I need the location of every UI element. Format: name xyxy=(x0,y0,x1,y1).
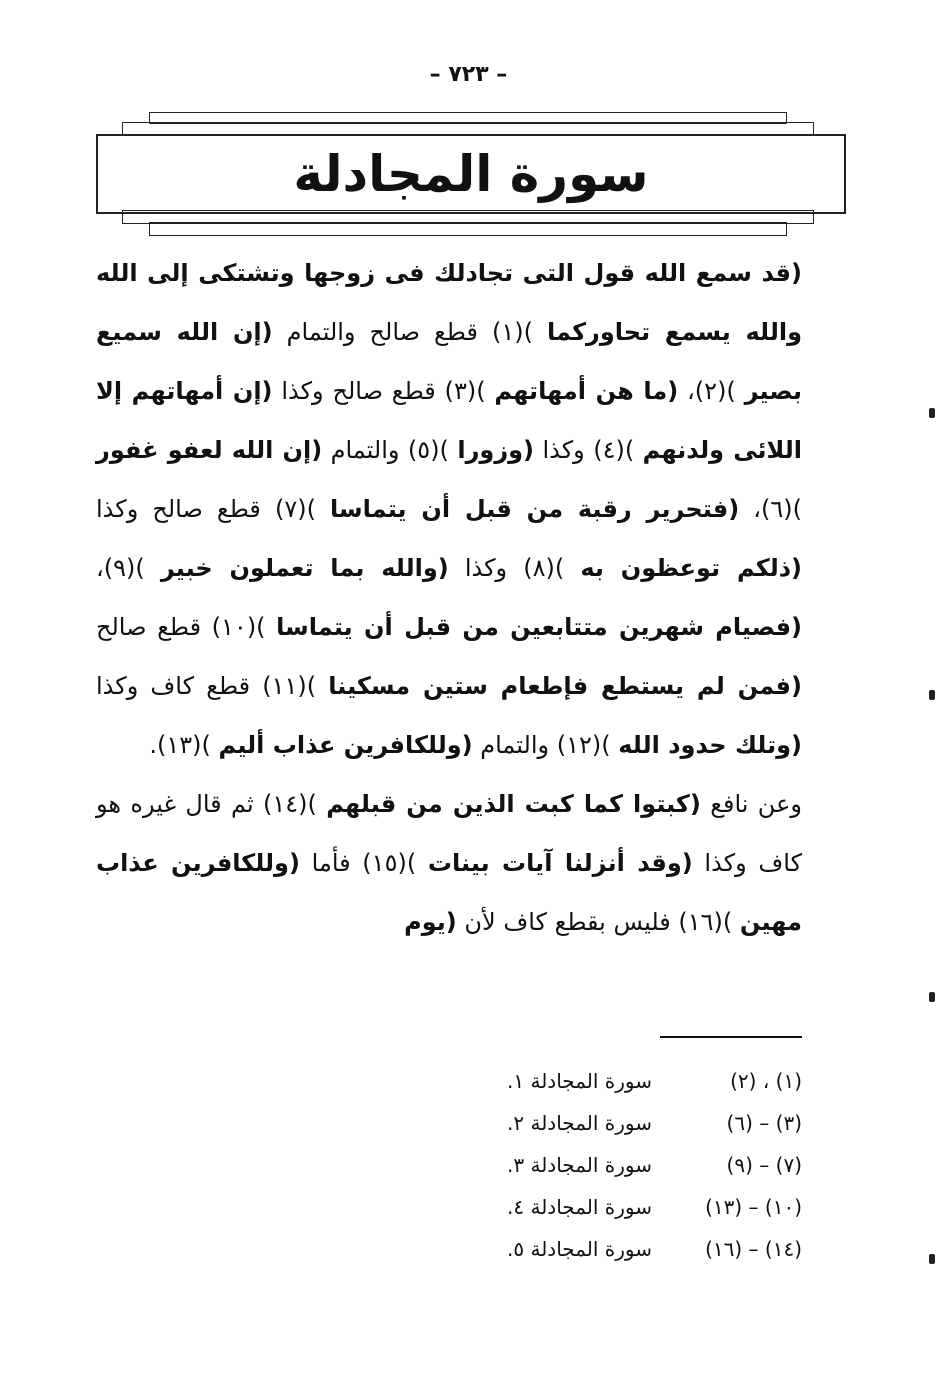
paragraph xyxy=(96,775,802,952)
quran-quote: (وزورا xyxy=(457,436,535,464)
commentary-text: )(١٤) ثم قال غيره هو كاف وكذا xyxy=(96,790,803,877)
quran-quote: (يوم xyxy=(404,908,457,936)
quran-quote: (إن أمهاتهم إلا اللائى ولدنهم xyxy=(96,377,803,464)
footnote-text: سورة المجادلة ٥. xyxy=(507,1237,652,1261)
commentary-text: )(١) قطع صالح والتمام xyxy=(272,318,547,346)
quran-quote: (إن الله سميع بصير xyxy=(96,318,803,405)
commentary-text: )(١٠) قطع صالح xyxy=(96,613,277,641)
quran-quote: (قد سمع الله قول التى تجادلك فى زوجها وتشتكى إلى الله والله يسمع تحاوركما xyxy=(96,259,803,346)
footnote-divider xyxy=(660,1036,802,1038)
margin-mark xyxy=(929,992,935,1002)
quran-quote: (فصيام شهرين متتابعين من قبل أن يتماسا xyxy=(276,613,802,641)
footnote-ref: (١٤) – (١٦) xyxy=(705,1237,802,1261)
footnote-ref: (٣) – (٦) xyxy=(726,1111,802,1135)
footnote-text: سورة المجادلة ٢. xyxy=(507,1111,652,1135)
footnote-text: سورة المجادلة ٣. xyxy=(507,1153,652,1177)
footnote xyxy=(430,1102,802,1144)
commentary-text: )(٥) والتمام xyxy=(322,436,458,464)
commentary-text: )(١٢) والتمام xyxy=(472,731,619,759)
commentary-text: )(١٥) فأما xyxy=(299,849,428,877)
quran-quote: (إن الله لعفو غفور xyxy=(96,436,323,464)
commentary-text: )(٣) قطع صالح وكذا xyxy=(272,377,495,405)
quran-quote: (فمن لم يستطع فإطعام ستين مسكينا xyxy=(328,672,802,700)
quran-quote: (وللكافرين عذاب مهين xyxy=(96,849,802,936)
page-number: – ٧٢٣ – xyxy=(429,62,508,87)
commentary-text: )(٧) قطع صالح وكذا xyxy=(96,495,331,523)
paragraph xyxy=(96,244,802,775)
quran-quote: (كبتوا كما كبت الذين من قبلهم xyxy=(326,790,701,818)
commentary-text: )(١٣). xyxy=(149,731,219,759)
quran-quote: (وقد أنزلنا آيات بينات xyxy=(427,849,693,877)
commentary-text: )(١١) قطع كاف وكذا xyxy=(96,672,329,700)
margin-mark xyxy=(929,1254,935,1264)
margin-mark xyxy=(929,408,935,418)
footnote xyxy=(430,1228,802,1270)
commentary-text: )(٢)، xyxy=(678,377,745,405)
footnote xyxy=(430,1060,802,1102)
quran-quote: (وللكافرين عذاب أليم xyxy=(218,731,473,759)
quran-quote: (ذلكم توعظون به xyxy=(580,554,803,582)
footnotes xyxy=(430,1060,802,1270)
title-frame-outer-bottom xyxy=(149,222,787,236)
footnote-text: سورة المجادلة ١. xyxy=(507,1069,652,1093)
commentary-text: وعن نافع xyxy=(700,790,802,818)
commentary-text: )(١٦) فليس بقطع كاف لأن xyxy=(456,908,740,936)
quran-quote: (فتحرير رقبة من قبل أن يتماسا xyxy=(330,495,740,523)
commentary-text: )(٤) وكذا xyxy=(534,436,643,464)
footnote-ref: (١) ، (٢) xyxy=(730,1069,802,1093)
footnote-ref: (٧) – (٩) xyxy=(726,1153,802,1177)
commentary-text: )(٩)، xyxy=(96,554,161,582)
quran-quote: (وتلك حدود الله xyxy=(618,731,802,759)
quran-quote: (والله بما تعملون خبير xyxy=(160,554,449,582)
commentary-text: )(٨) وكذا xyxy=(448,554,581,582)
footnote xyxy=(430,1186,802,1228)
surah-title: سورة المجادلة xyxy=(293,145,649,203)
commentary-text: )(٦)، xyxy=(739,495,802,523)
footnote-ref: (١٠) – (١٣) xyxy=(705,1195,802,1219)
margin-mark xyxy=(929,690,935,700)
quran-quote: (ما هن أمهاتهم xyxy=(494,377,679,405)
footnote-text: سورة المجادلة ٤. xyxy=(507,1195,652,1219)
body-text xyxy=(96,244,802,952)
footnote xyxy=(430,1144,802,1186)
